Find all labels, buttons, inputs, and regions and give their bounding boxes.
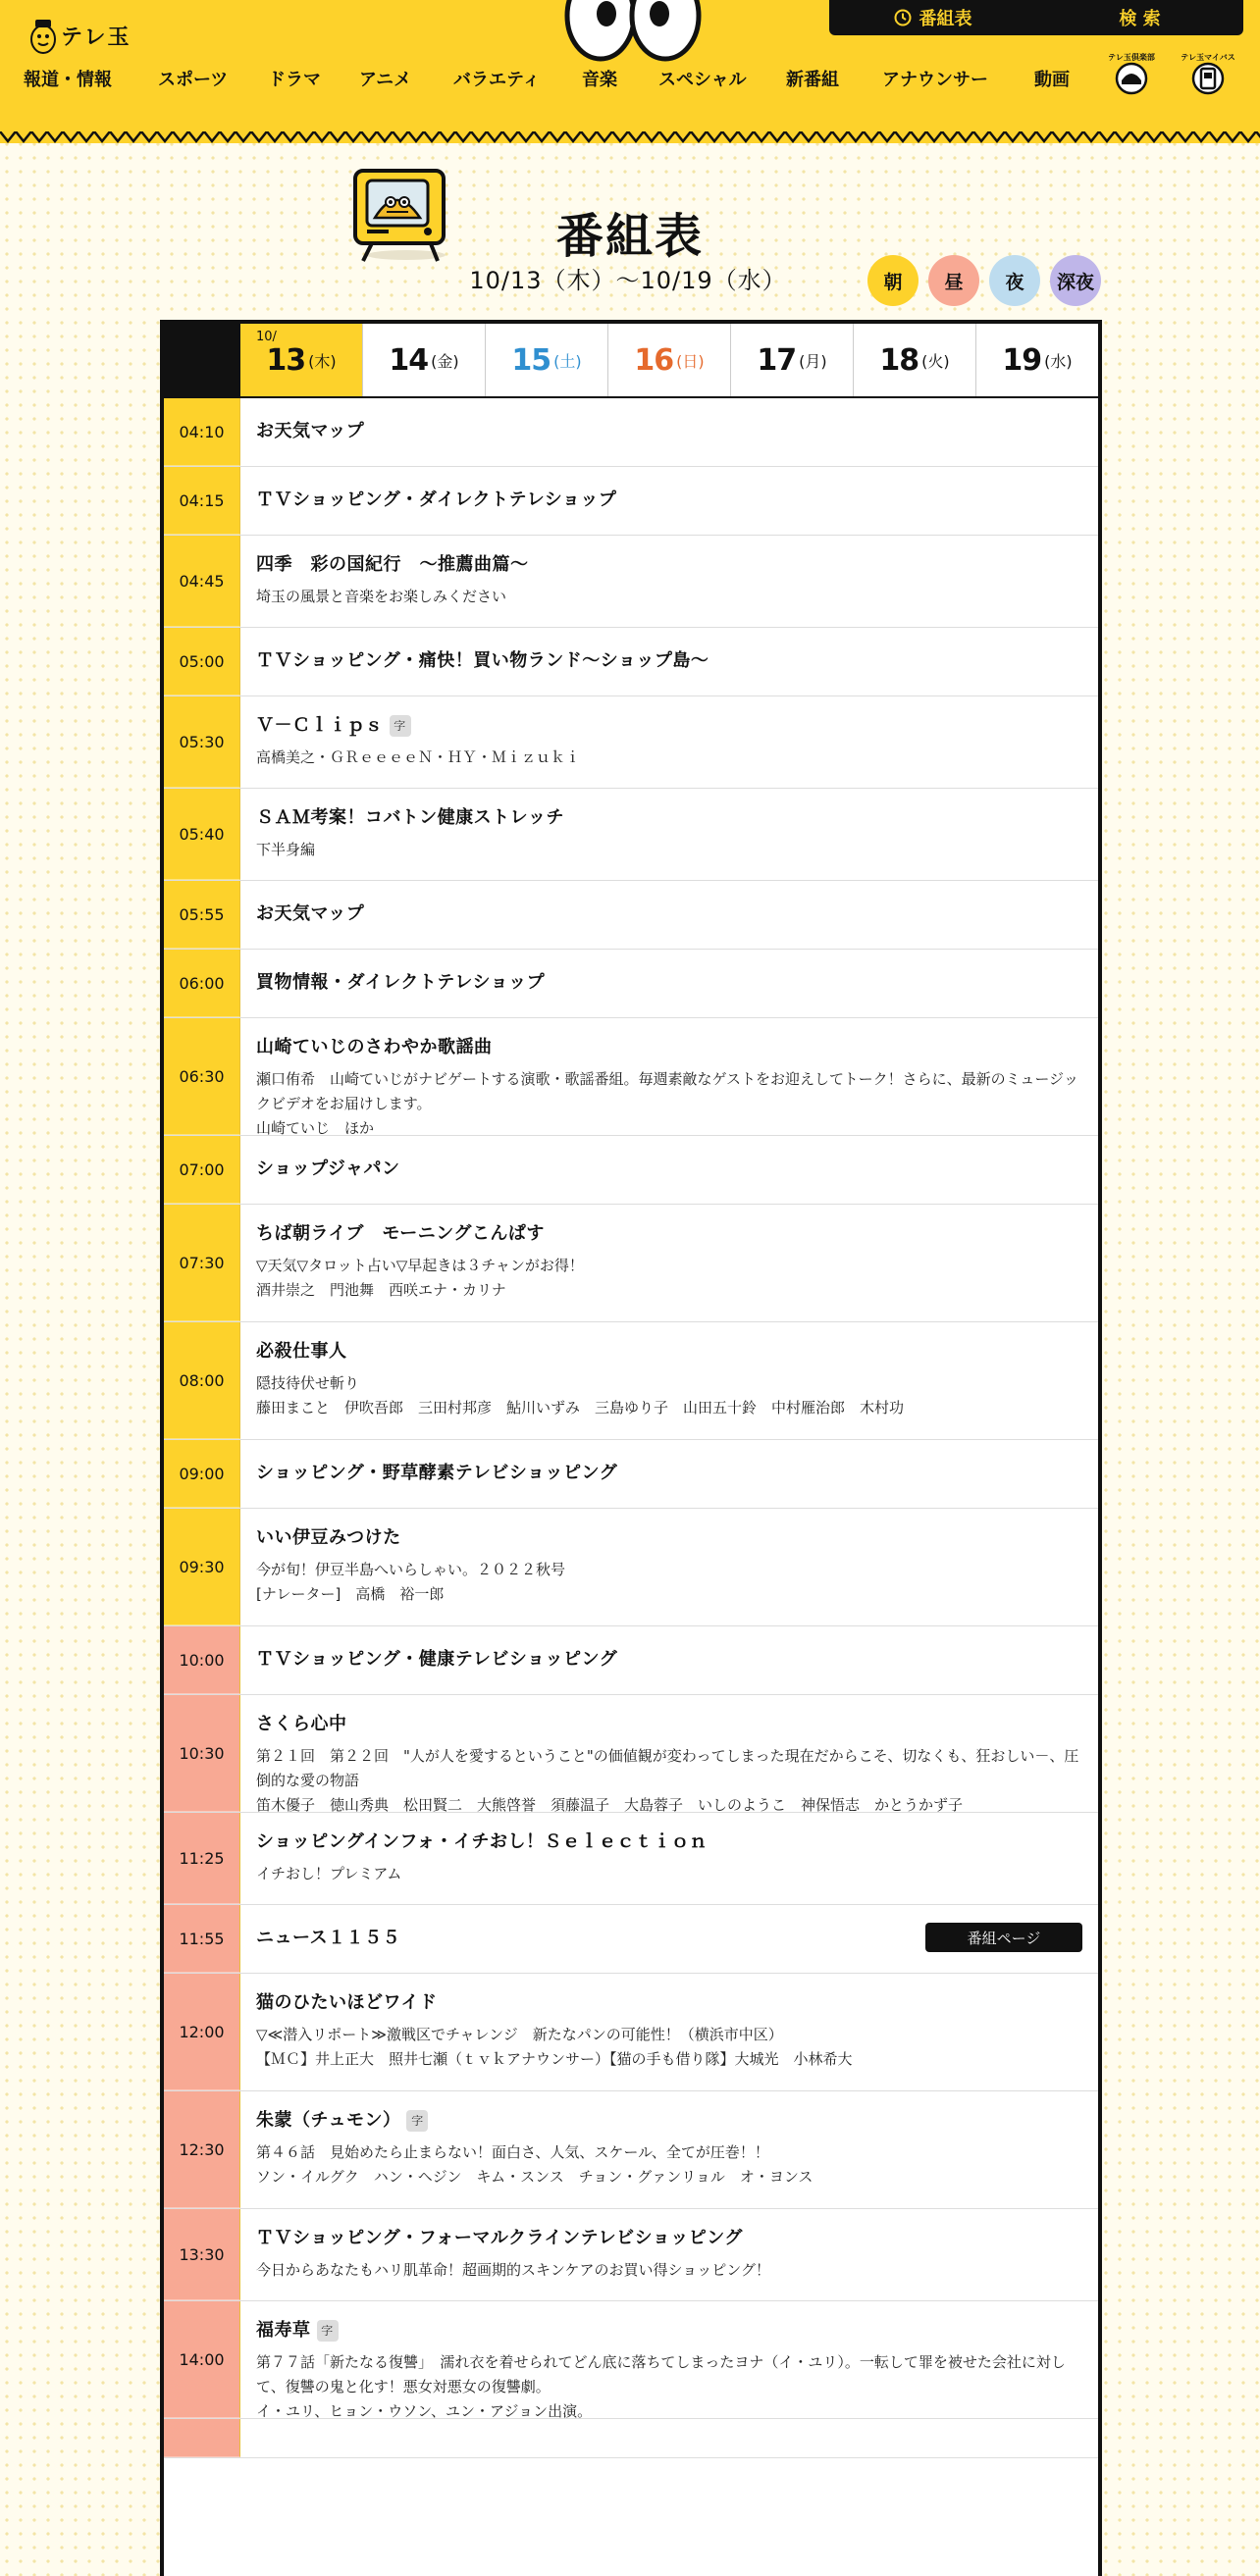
subtitle-badge: 字 [406,2110,428,2132]
program-time: 12:00 [164,1974,240,2090]
day-weekday: (日) [676,351,705,371]
program-title-text: 朱蒙（チュモン） [256,2110,401,2131]
program-title-text: ＴＶショッピング・痛快！買い物ランド～ショップ島～ [256,650,709,671]
program-info [240,398,1098,466]
program-title[interactable] [256,1713,1082,1736]
program-time: 11:55 [164,1905,240,1973]
program-description: 山崎ていじ ほか [256,1119,375,1137]
program-title[interactable] [256,714,1082,738]
program-time: 05:00 [164,628,240,696]
program-time: 07:00 [164,1136,240,1204]
program-description: 下半身編 [256,841,316,858]
program-info [240,789,1098,880]
program-title[interactable] [256,553,1082,577]
program-title-text: いい伊豆みつけた [256,1527,401,1548]
page-title: 番組表 [555,209,704,264]
program-row [164,2209,1098,2301]
program-time: 07:30 [164,1205,240,1321]
program-description: 埼玉の風景と音楽をお楽しみください [256,588,507,605]
program-title-text: ＴＶショッピング・ダイレクトテレショップ [256,489,617,510]
program-row [164,398,1098,467]
program-title-text: 猫のひたいほどワイド [256,1992,438,2013]
program-title[interactable] [256,971,1082,995]
program-info [240,1695,1098,1812]
program-row [164,536,1098,628]
days-corner [164,324,240,396]
chip-late-night[interactable]: 深夜 [1050,255,1101,306]
day-number: 18 [879,342,919,378]
time-of-day-chips [867,255,1101,306]
program-title-text: ＴＶショッピング・フォーマルクラインテレビショッピング [256,2228,743,2248]
program-description: 高橋美之・ＧＲｅｅｅｅＮ・ＨＹ・Ｍｉｚｕｋｉ [256,748,581,766]
program-row [164,1440,1098,1509]
day-tab-15[interactable] [485,324,607,396]
program-title-text: 福寿草 [256,2320,311,2341]
program-row [164,1695,1098,1813]
nav-music[interactable]: 音楽 [582,70,617,90]
tamatan-mascot-icon [29,16,57,55]
program-info [240,1509,1098,1625]
program-time: 06:00 [164,950,240,1017]
eyes-mascot-icon [559,0,707,61]
program-title[interactable] [256,902,1082,926]
day-weekday: (土) [553,351,582,371]
program-row [164,628,1098,696]
program-description: 隠技待伏せ斬り [256,1374,360,1392]
program-description: 第４６話 見始めたら止まらない！面白さ、人気、スケール、全てが圧巻！！ [256,2143,769,2161]
program-description: 瀬口侑希 山崎ていじがナビゲートする演歌・歌謡番組。毎週素敵なゲストをお迎えしてトーク！さらに、最新のミュージックビデオをお届けします。 [256,1070,1079,1112]
program-time: 04:10 [164,398,240,466]
program-row [164,789,1098,881]
day-tab-19[interactable] [975,324,1098,396]
day-number: 19 [1002,342,1042,378]
program-list [164,398,1098,2458]
program-description: [ナレーター] 高橋 裕一郎 [256,1585,445,1603]
program-description: ▽天気▽タロット占い▽早起きは３チャンがお得！ [256,1257,584,1274]
day-month: 10/ [256,330,277,344]
top-bar [829,0,1243,35]
program-title[interactable] [256,1158,1082,1181]
program-info [240,536,1098,627]
program-info [240,467,1098,535]
day-tabs [164,324,1098,398]
program-time: 08:00 [164,1322,240,1439]
program-schedule [160,320,1102,2576]
program-row [164,1205,1098,1322]
program-title-text: 必殺仕事人 [256,1341,347,1362]
chip-daytime[interactable]: 昼 [928,255,979,306]
schedule-link-label: 番組表 [919,9,972,29]
program-info [240,1136,1098,1204]
date-range: 10/13（木）〜10/19（水） [469,267,787,294]
site-logo[interactable] [29,16,131,55]
day-number: 15 [511,342,551,378]
day-number: 16 [634,342,674,378]
program-info [240,2209,1098,2300]
program-row [164,1905,1098,1974]
program-time: 09:00 [164,1440,240,1508]
program-row [164,1974,1098,2091]
program-description: イチおし！プレミアム [256,1865,402,1882]
program-info [240,2301,1098,2418]
program-title-text: 山崎ていじのさわやか歌謡曲 [256,1037,493,1057]
day-number: 14 [389,342,429,378]
program-title[interactable] [256,1036,1082,1059]
program-info [240,2419,1098,2457]
logo-text: テレ玉 [61,25,131,50]
program-title-text: ニュース１１５５ [256,1928,401,1948]
program-row [164,881,1098,950]
program-info [240,950,1098,1017]
day-weekday: (水) [1044,351,1073,371]
program-title-text: 買物情報・ダイレクトテレショップ [256,972,546,993]
program-title-text: お天気マップ [256,421,365,441]
program-info [240,2091,1098,2208]
day-number: 13 [266,342,306,378]
program-time: 05:30 [164,696,240,788]
tv-mascot-icon [345,165,453,263]
program-time [164,2419,240,2457]
program-page-button[interactable]: 番組ページ [925,1923,1082,1952]
program-description: 第７７話「新たなる復讐」 濡れ衣を着せられてどん底に落ちてしまったヨナ（イ・ユリ）。一転して罪を被せた会社に対して、復讐の鬼と化す！悪女対悪女の復讐劇。 [256,2353,1066,2396]
program-title[interactable] [256,649,1082,673]
program-info [240,881,1098,949]
my-bus-label: テレ玉マイバス [1181,53,1235,62]
program-title-text: ＳＡＭ考案！コバトン健康ストレッチ [256,807,564,828]
program-title-text: ショップジャパン [256,1159,400,1179]
program-row [164,1136,1098,1205]
day-weekday: (金) [431,351,459,371]
program-title-text: さくら心中 [256,1714,347,1734]
program-row [164,1813,1098,1905]
program-time: 10:00 [164,1626,240,1694]
day-tab-17[interactable] [730,324,853,396]
clock-icon [894,9,912,26]
program-info [240,1626,1098,1694]
program-title[interactable] [256,1340,1082,1364]
nav-video[interactable]: 動画 [1034,70,1070,90]
program-title-text: ショッピングインフォ・イチおし！Ｓｅｌｅｃｔｉｏｎ [256,1831,708,1852]
header-zigzag-edge [0,131,1260,147]
program-description: イ・ユリ、ヒョン・ウソン、ユン・アジョン出演。 [256,2402,593,2420]
program-description: 【ＭＣ】井上正大 照井七瀬（ｔｖｋアナウンサー）【猫の手も借り隊】大城光 小林希大 [256,2050,853,2068]
program-row [164,950,1098,1018]
nav-sports[interactable]: スポーツ [158,70,229,90]
program-title[interactable] [256,2227,1082,2250]
program-time: 04:45 [164,536,240,627]
program-title-text: お天気マップ [256,903,365,924]
my-bus-icon[interactable] [1181,51,1235,96]
program-description: 今が旬！伊豆半島へいらしゃい。２０２２秋号 [256,1561,566,1578]
program-info [240,628,1098,696]
program-time: 04:15 [164,467,240,535]
program-info [240,1205,1098,1321]
program-title[interactable] [256,1526,1082,1550]
nav-new-programs[interactable]: 新番組 [786,70,839,90]
day-tab-13[interactable] [240,324,362,396]
site-header [0,0,1260,143]
day-weekday: (火) [921,351,950,371]
program-title[interactable] [256,420,1082,443]
program-row [164,696,1098,789]
program-title[interactable] [256,1830,1082,1854]
program-time: 12:30 [164,2091,240,2208]
program-row [164,2091,1098,2209]
program-title-text: ちば朝ライブ モーニングこんぱす [256,1223,545,1244]
program-row [164,2301,1098,2419]
nav-anime[interactable]: アニメ [359,70,412,90]
program-info [240,696,1098,788]
tele-tama-club-label: テレ玉倶楽部 [1108,53,1155,62]
program-info [240,1440,1098,1508]
program-description: ▽≪潜入リポート≫激戦区でチャレンジ 新たなパンの可能性！（横浜市中区） [256,2026,783,2043]
program-row [164,1322,1098,1440]
search-link-label: 検 索 [1119,9,1161,29]
schedule-link[interactable] [829,5,1036,30]
program-title[interactable] [256,2109,1082,2133]
program-time: 06:30 [164,1018,240,1135]
program-time: 05:55 [164,881,240,949]
program-title[interactable] [256,2319,1082,2343]
program-title-text: 四季 彩の国紀行 ～推薦曲篇～ [256,554,529,575]
program-title-text: ショッピング・野草酵素テレビショッピング [256,1463,618,1483]
subtitle-badge: 字 [390,715,411,737]
subtitle-badge: 字 [317,2320,339,2342]
program-title[interactable] [256,806,1082,830]
program-time: 13:30 [164,2209,240,2300]
program-title[interactable] [256,1648,1082,1672]
nav-variety[interactable]: バラエティ [453,70,541,90]
program-time: 11:25 [164,1813,240,1904]
chip-night[interactable]: 夜 [989,255,1040,306]
program-title[interactable] [256,1462,1082,1485]
program-row [164,1509,1098,1626]
nav-special[interactable]: スペシャル [658,70,747,90]
day-weekday: (月) [799,351,827,371]
program-info [240,1018,1098,1135]
day-tab-16[interactable] [607,324,730,396]
program-row [164,1626,1098,1695]
program-row [164,1018,1098,1136]
program-title[interactable] [256,1991,1082,2015]
nav-announcer[interactable]: アナウンサー [882,70,988,90]
nav-drama[interactable]: ドラマ [268,70,321,90]
program-description: 酒井崇之 門池舞 西咲エナ・カリナ [256,1281,506,1299]
program-time: 14:00 [164,2301,240,2418]
tele-tama-club-icon[interactable] [1109,51,1154,96]
program-description: 今日からあなたもハリ肌革命！超画期的スキンケアのお買い得ショッピング！ [256,2261,770,2279]
program-description: ソン・イルグク ハン・ヘジン キム・スンス チョン・グァンリョル オ・ヨンス [256,2168,814,2186]
chip-morning[interactable]: 朝 [867,255,919,306]
program-description: 藤田まこと 伊吹吾郎 三田村邦彦 鮎川いずみ 三島ゆり子 山田五十鈴 中村雁治郎 木村功 [256,1399,905,1417]
day-tab-14[interactable] [362,324,485,396]
program-title[interactable] [256,1222,1082,1246]
program-time: 09:30 [164,1509,240,1625]
day-tab-18[interactable] [853,324,975,396]
program-info [240,1322,1098,1439]
day-weekday: (木) [308,351,337,371]
search-link[interactable] [1036,5,1243,30]
day-number: 17 [757,342,797,378]
program-description: 第２１回 第２２回 "人が人を愛するということ"の価値観が変わってしまった現在だからこそ、切なくも、狂おしい－、圧倒的な愛の物語 [256,1747,1079,1789]
program-time: 10:30 [164,1695,240,1812]
program-title-text: Ｖ－Ｃｌｉｐｓ [256,715,384,736]
program-row [164,467,1098,536]
program-title[interactable] [256,489,1082,512]
nav-news[interactable]: 報道・情報 [24,70,112,90]
program-info [240,1813,1098,1904]
program-row [164,2419,1098,2458]
program-info [240,1905,1098,1973]
program-title-text: ＴＶショッピング・健康テレビショッピング [256,1649,618,1670]
program-info [240,1974,1098,2090]
program-description: 笛木優子 徳山秀典 松田賢二 大熊啓誉 須藤温子 大島蓉子 いしのようこ 神保悟志 かとうかず子 [256,1796,964,1814]
main-nav [24,63,1093,94]
program-time: 05:40 [164,789,240,880]
